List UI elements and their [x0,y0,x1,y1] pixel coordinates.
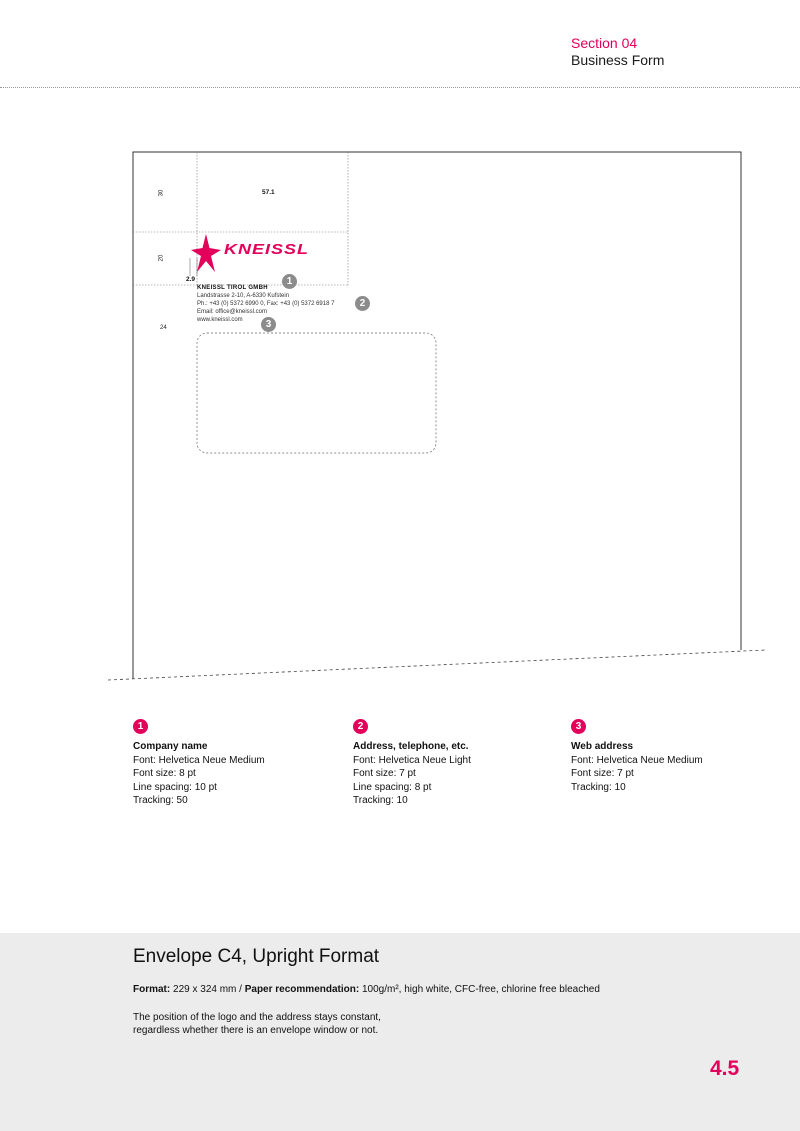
logo-star-icon [191,234,221,272]
header-divider [0,87,800,88]
marker-1: 1 [282,274,297,289]
dim-logo-height: 20 [158,254,165,262]
footer-title: Envelope C4, Upright Format [133,946,380,967]
page-number: 4.5 [710,1057,740,1080]
spec-2-marker: 2 [353,719,368,734]
spec-1-spacing: Line spacing: 10 pt [133,781,217,793]
spec-3-marker: 3 [571,719,586,734]
spec-3 [571,740,771,794]
dim-logo-offset: 2.9 [186,276,196,283]
paper-value: 100g/m², high white, CFC-free, chlorine free bleached [361,984,600,995]
sender-phone: Ph.: +43 (0) 5372 6990 0, Fax: +43 (0) 5372 6918 7 [197,301,335,307]
spec-1-font: Font: Helvetica Neue Medium [133,754,265,766]
format-line [133,984,600,995]
paper-label: Paper recommendation: [244,984,360,995]
spec-3-font: Font: Helvetica Neue Medium [571,754,703,766]
spec-2-size: Font size: 7 pt [353,768,416,779]
marker-2: 2 [355,296,370,311]
spec-1-tracking: Tracking: 50 [133,795,188,806]
spec-1 [133,740,333,808]
spec-2-title: Address, telephone, etc. [353,741,469,752]
note-line-2: regardless whether there is an envelope window or not. [133,1025,379,1036]
spec-1-title: Company name [133,741,208,752]
dim-top-height: 30 [158,189,165,197]
format-label: Format: [133,984,171,995]
envelope-outline [133,152,741,682]
dim-address-gap: 24 [160,325,167,331]
sender-email: Email: office@kneissl.com [197,309,268,315]
sender-web: www.kneissl.com [197,317,243,323]
spec-3-tracking: Tracking: 10 [571,781,626,793]
sender-street: Landstrasse 2-10, A-6330 Kufstein [197,293,290,299]
address-window [197,333,436,453]
spec-1-marker: 1 [133,719,148,734]
spec-2 [353,740,553,808]
spec-2-spacing: Line spacing: 8 pt [353,781,432,793]
format-value: 229 x 324 mm / [173,984,242,995]
sender-address [197,284,377,324]
logo-wordmark: KNEISSL [224,241,310,257]
spec-2-tracking: Tracking: 10 [353,795,408,806]
section-title: Business Form [571,52,665,68]
marker-3: 3 [261,317,276,332]
spec-2-font: Font: Helvetica Neue Light [353,754,471,766]
cut-line [108,650,766,680]
dim-logo-width: 57.1 [262,189,275,196]
spec-3-size: Font size: 7 pt [571,768,634,779]
footer-note [133,1011,493,1037]
envelope-drawing [133,152,741,682]
spec-3-title: Web address [571,741,634,752]
sender-company: KNEISSL TIROL GMBH [197,285,268,291]
spec-1-size: Font size: 8 pt [133,768,196,779]
note-line-1: The position of the logo and the address stays constant, [133,1012,381,1023]
section-label: Section 04 [571,35,638,51]
envelope-border [133,152,741,679]
